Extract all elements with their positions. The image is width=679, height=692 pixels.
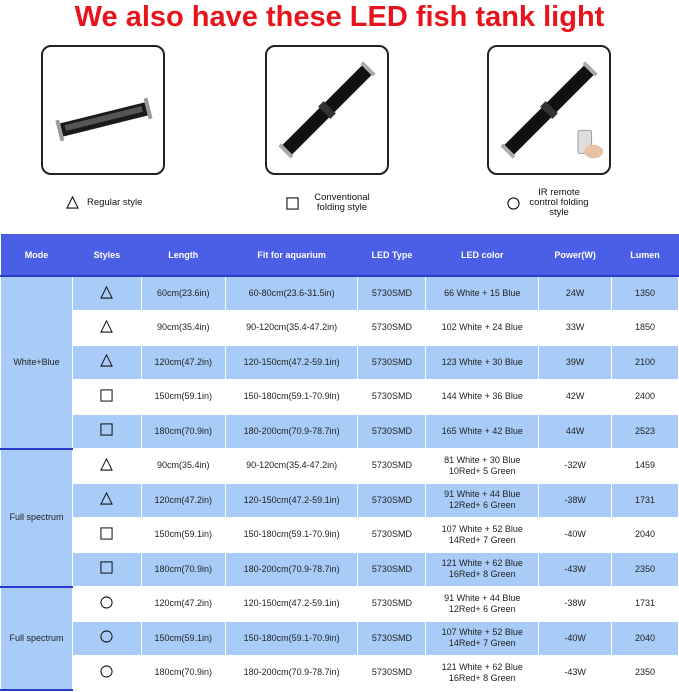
- led-color-cell: [426, 621, 539, 656]
- led-color-line2: 16Red+ 8 Green: [448, 569, 516, 580]
- table-row: [1, 621, 679, 656]
- table-row: [1, 552, 679, 587]
- triangle-icon: [100, 320, 113, 333]
- square-icon: [100, 423, 113, 436]
- power-cell: -38W: [539, 483, 612, 518]
- lumen-cell: 2100: [612, 345, 679, 380]
- fit-cell: 150-180cm(59.1-70.9in): [225, 380, 358, 415]
- led-color-cell: [426, 518, 539, 553]
- square-icon: [100, 389, 113, 402]
- led-color-line1: 123 White + 30 Blue: [441, 356, 523, 367]
- led-type-cell: 5730SMD: [358, 552, 426, 587]
- triangle-icon: [100, 458, 113, 471]
- column-header: Mode: [1, 234, 73, 276]
- column-header: LED Type: [358, 234, 426, 276]
- led-type-cell: 5730SMD: [358, 518, 426, 553]
- led-color-cell: [426, 449, 539, 484]
- circle-icon: [507, 197, 520, 210]
- lumen-cell: 2040: [612, 518, 679, 553]
- column-header: Length: [141, 234, 225, 276]
- led-color-line1: 91 White + 44 Blue: [444, 489, 521, 500]
- led-type-cell: 5730SMD: [358, 414, 426, 449]
- length-cell: 180cm(70.9in): [141, 414, 225, 449]
- led-color-line1: 107 White + 52 Blue: [441, 627, 523, 638]
- length-cell: 90cm(35.4in): [141, 311, 225, 346]
- mode-cell: White+Blue: [1, 276, 73, 449]
- label-ir-remote-folding: IR remote control folding style: [507, 188, 590, 218]
- style-cell: [72, 552, 141, 587]
- style-cell: [72, 587, 141, 622]
- length-cell: 90cm(35.4in): [141, 449, 225, 484]
- lumen-cell: 1850: [612, 311, 679, 346]
- led-color-cell: [426, 587, 539, 622]
- product-image-conventional-folding: [265, 45, 389, 175]
- table-row: [1, 414, 679, 449]
- led-type-cell: 5730SMD: [358, 345, 426, 380]
- style-cell: [72, 518, 141, 553]
- power-cell: 33W: [539, 311, 612, 346]
- triangle-icon: [100, 354, 113, 367]
- led-type-cell: 5730SMD: [358, 449, 426, 484]
- lumen-cell: 1731: [612, 587, 679, 622]
- label-regular-style: Regular style: [66, 196, 142, 209]
- power-cell: 42W: [539, 380, 612, 415]
- fit-cell: 90-120cm(35.4-47.2in): [225, 449, 358, 484]
- led-color-line1: 107 White + 52 Blue: [441, 523, 523, 534]
- led-type-cell: 5730SMD: [358, 276, 426, 311]
- led-color-line2: 14Red+ 7 Green: [448, 534, 516, 545]
- led-color-line1: 81 White + 30 Blue: [444, 454, 521, 465]
- led-color-cell: [426, 276, 539, 311]
- led-type-cell: 5730SMD: [358, 656, 426, 691]
- lumen-cell: 2523: [612, 414, 679, 449]
- led-color-line1: 91 White + 44 Blue: [444, 592, 521, 603]
- lumen-cell: 1731: [612, 483, 679, 518]
- mode-cell: Full spectrum: [1, 587, 73, 691]
- led-color-line2: 10Red+ 5 Green: [448, 465, 516, 476]
- fit-cell: 120-150cm(47.2-59.1in): [225, 587, 358, 622]
- style-cell: [72, 345, 141, 380]
- style-cell: [72, 311, 141, 346]
- length-cell: 150cm(59.1in): [141, 380, 225, 415]
- led-color-line1: 165 White + 42 Blue: [441, 425, 523, 436]
- fit-cell: 150-180cm(59.1-70.9in): [225, 518, 358, 553]
- fit-cell: 180-200cm(70.9-78.7in): [225, 552, 358, 587]
- length-cell: 120cm(47.2in): [141, 483, 225, 518]
- style-cell: [72, 276, 141, 311]
- table-row: [1, 345, 679, 380]
- mode-cell: Full spectrum: [1, 449, 73, 587]
- style-cell: [72, 621, 141, 656]
- led-color-line2: 16Red+ 8 Green: [448, 672, 516, 683]
- led-type-cell: 5730SMD: [358, 483, 426, 518]
- lumen-cell: 2040: [612, 621, 679, 656]
- table-row: [1, 483, 679, 518]
- led-color-cell: [426, 414, 539, 449]
- label-conventional-folding: Conventional folding style: [286, 193, 377, 213]
- column-header: Fit for aquarium: [225, 234, 358, 276]
- table-row: [1, 518, 679, 553]
- led-color-line1: 121 White + 62 Blue: [441, 558, 523, 569]
- length-cell: 180cm(70.9in): [141, 552, 225, 587]
- style-cell: [72, 449, 141, 484]
- power-cell: -32W: [539, 449, 612, 484]
- power-cell: -43W: [539, 552, 612, 587]
- led-color-line1: 144 White + 36 Blue: [441, 391, 523, 402]
- led-color-line1: 66 White + 15 Blue: [444, 288, 521, 298]
- triangle-icon: [100, 492, 113, 505]
- length-cell: 120cm(47.2in): [141, 345, 225, 380]
- led-color-line1: 121 White + 62 Blue: [441, 661, 523, 672]
- triangle-icon: [100, 286, 113, 299]
- led-color-line2: 14Red+ 7 Green: [448, 638, 516, 649]
- power-cell: 39W: [539, 345, 612, 380]
- circle-icon: [100, 665, 113, 678]
- power-cell: 24W: [539, 276, 612, 311]
- square-icon: [286, 197, 299, 210]
- fit-cell: 120-150cm(47.2-59.1in): [225, 345, 358, 380]
- table-row: [1, 587, 679, 622]
- triangle-icon: [66, 196, 79, 209]
- power-cell: -40W: [539, 621, 612, 656]
- table-row: [1, 311, 679, 346]
- fit-cell: 120-150cm(47.2-59.1in): [225, 483, 358, 518]
- fit-cell: 150-180cm(59.1-70.9in): [225, 621, 358, 656]
- power-cell: -43W: [539, 656, 612, 691]
- page-title: We also have these LED fish tank light: [74, 1, 605, 33]
- led-type-cell: 5730SMD: [358, 311, 426, 346]
- style-cell: [72, 414, 141, 449]
- square-icon: [100, 561, 113, 574]
- length-cell: 150cm(59.1in): [141, 518, 225, 553]
- column-header: LED color: [426, 234, 539, 276]
- fit-cell: 180-200cm(70.9-78.7in): [225, 656, 358, 691]
- length-cell: 120cm(47.2in): [141, 587, 225, 622]
- led-color-cell: [426, 311, 539, 346]
- column-header: Lumen: [612, 234, 679, 276]
- led-color-line1: 102 White + 24 Blue: [441, 322, 523, 333]
- fit-cell: 180-200cm(70.9-78.7in): [225, 414, 358, 449]
- length-cell: 150cm(59.1in): [141, 621, 225, 656]
- table-row: [1, 449, 679, 484]
- style-cell: [72, 483, 141, 518]
- led-color-cell: [426, 656, 539, 691]
- lumen-cell: 2350: [612, 552, 679, 587]
- product-image-regular: [41, 45, 165, 175]
- lumen-cell: 1459: [612, 449, 679, 484]
- power-cell: -38W: [539, 587, 612, 622]
- lumen-cell: 2400: [612, 380, 679, 415]
- fit-cell: 60-80cm(23.6-31.5in): [225, 276, 358, 311]
- column-header: Power(W): [539, 234, 612, 276]
- spec-table: [0, 234, 679, 691]
- table-row: [1, 380, 679, 415]
- led-color-cell: [426, 552, 539, 587]
- column-header: Styles: [72, 234, 141, 276]
- table-row: [1, 276, 679, 311]
- led-type-cell: 5730SMD: [358, 587, 426, 622]
- table-row: [1, 656, 679, 691]
- fit-cell: 90-120cm(35.4-47.2in): [225, 311, 358, 346]
- style-cell: [72, 380, 141, 415]
- power-cell: -40W: [539, 518, 612, 553]
- style-cell: [72, 656, 141, 691]
- led-color-line2: 12Red+ 6 Green: [448, 603, 516, 614]
- product-image-ir-remote-folding: [487, 45, 611, 175]
- led-type-cell: 5730SMD: [358, 380, 426, 415]
- led-color-cell: [426, 380, 539, 415]
- circle-icon: [100, 630, 113, 643]
- lumen-cell: 1350: [612, 276, 679, 311]
- circle-icon: [100, 596, 113, 609]
- power-cell: 44W: [539, 414, 612, 449]
- led-color-line2: 12Red+ 6 Green: [448, 500, 516, 511]
- square-icon: [100, 527, 113, 540]
- length-cell: 180cm(70.9in): [141, 656, 225, 691]
- led-color-cell: [426, 345, 539, 380]
- lumen-cell: 2350: [612, 656, 679, 691]
- length-cell: 60cm(23.6in): [141, 276, 225, 311]
- led-type-cell: 5730SMD: [358, 621, 426, 656]
- led-color-cell: [426, 483, 539, 518]
